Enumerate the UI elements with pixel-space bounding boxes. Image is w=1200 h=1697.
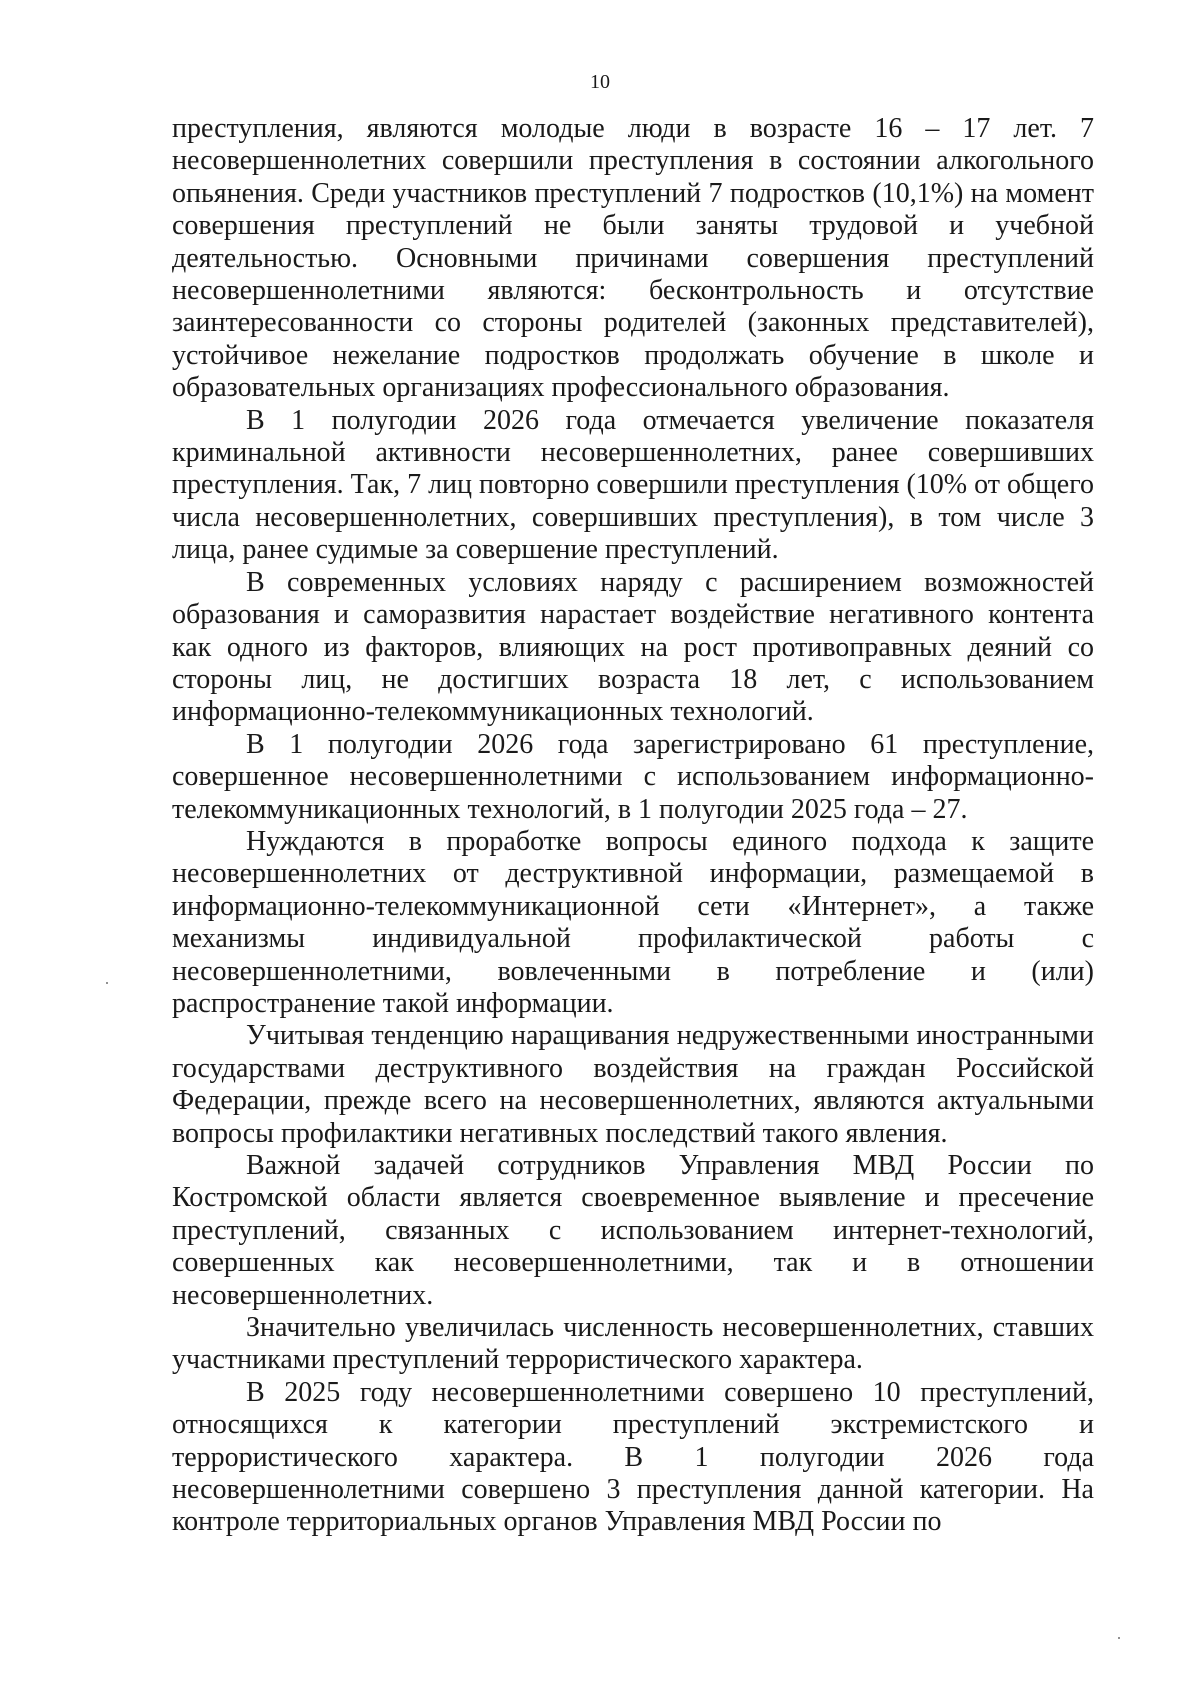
paragraph-5: Нуждаются в проработке вопросы единого подхода к защите несовершеннолетних от деструктивной информации, размещаемой в информационно-телекоммуникационной сети «Интернет», а также механизмы индивидуальной профилактической работы с несовершеннолетними, вовлеченными в потребление и (или) распространение такой информации. (172, 825, 1094, 1019)
page-number: 10 (590, 71, 610, 93)
paragraph-4: В 1 полугодии 2026 года зарегистрировано 61 преступление, совершенное несовершеннолетними с использованием информационно-телекоммуникационных технологий, в 1 полугодии 2025 года – 27. (172, 728, 1094, 825)
paragraph-3: В современных условиях наряду с расширением возможностей образования и саморазвития нарастает воздействие негативного контента как одного из факторов, влияющих на рост противоправных деяний со стороны лиц, не достигших возраста 18 лет, с использованием информационно-телекоммуникационных технологий. (172, 566, 1094, 728)
scan-speck (1118, 1637, 1120, 1639)
paragraph-8: Значительно увеличилась численность несовершеннолетних, ставших участниками преступлений террористического характера. (172, 1312, 1094, 1376)
paragraph-1: преступления, являются молодые люди в возрасте 16 – 17 лет. 7 несовершеннолетних совершили преступления в состоянии алкогольного опьянения. Среди участников преступлений 7 подростков (10,1%) на момент совершения преступлений не были заняты трудовой и учебной деятельностью. Основными причинами совершения преступлений несовершеннолетними являются: бесконтрольность и отсутствие заинтересованности со стороны родителей (законных представителей), устойчивое нежелание подростков продолжать обучение в школе и образовательных организациях профессионального образования. (172, 113, 1094, 404)
paragraph-6: Учитывая тенденцию наращивания недружественными иностранными государствами деструктивного воздействия на граждан Российской Федерации, прежде всего на несовершеннолетних, являются актуальными вопросы профилактики негативных последствий такого явления. (172, 1020, 1094, 1149)
document-body (172, 113, 1094, 1539)
paragraph-9: В 2025 году несовершеннолетними совершено 10 преступлений, относящихся к категории преступлений экстремистского и террористического характера. В 1 полугодии 2026 года несовершеннолетними совершено 3 преступления данной категории. На контроле территориальных органов Управления МВД России по (172, 1376, 1094, 1538)
scan-speck (106, 982, 108, 984)
paragraph-2: В 1 полугодии 2026 года отмечается увеличение показателя криминальной активности несовершеннолетних, ранее совершивших преступления. Так, 7 лиц повторно совершили преступления (10% от общего числа несовершеннолетних, совершивших преступления), в том числе 3 лица, ранее судимые за совершение преступлений. (172, 404, 1094, 566)
paragraph-7: Важной задачей сотрудников Управления МВД России по Костромской области является своевременное выявление и пресечение преступлений, связанных с использованием интернет-технологий, совершенных как несовершеннолетними, так и в отношении несовершеннолетних. (172, 1150, 1094, 1311)
